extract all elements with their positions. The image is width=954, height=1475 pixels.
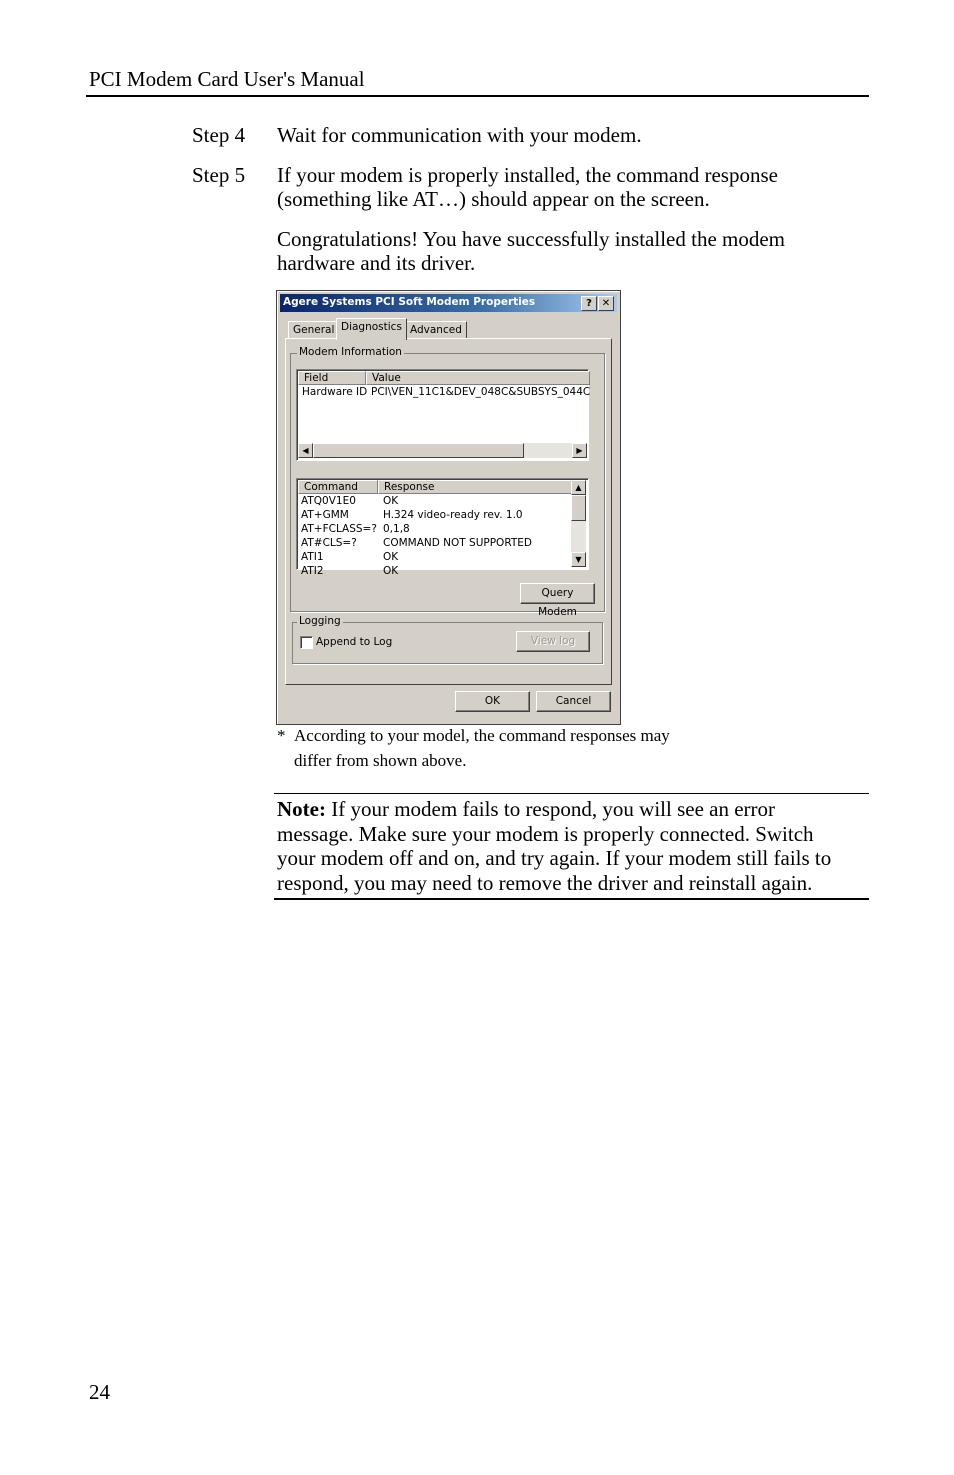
step-5-line: (something like AT…) should appear on the screen. [277, 187, 710, 211]
page-number: 24 [89, 1380, 110, 1404]
query-modem-button[interactable]: Query Modem [520, 583, 595, 604]
note-line: respond, you may need to remove the driver and reinstall again. [277, 870, 813, 895]
modem-information-group [290, 346, 605, 618]
step-5-line: If your modem is properly installed, the command response [277, 163, 778, 187]
modem-info-list[interactable] [296, 369, 589, 461]
note-top-rule [274, 793, 869, 794]
scroll-left-icon[interactable]: ◀ [298, 443, 313, 458]
logging-label: Logging [299, 615, 341, 627]
value-column-header[interactable]: Value [366, 371, 590, 385]
hardware-id-field: Hardware ID [302, 386, 368, 398]
append-to-log-checkbox[interactable] [300, 636, 313, 649]
response-cell: OK [383, 495, 399, 507]
step-4-text: Wait for communication with your modem. [277, 123, 642, 147]
command-cell: ATI1 [301, 551, 324, 563]
response-cell: COMMAND NOT SUPPORTED [383, 537, 532, 549]
command-cell: AT+FCLASS=? [301, 523, 377, 535]
diagnostics-panel [285, 338, 612, 685]
scroll-down-icon[interactable]: ▼ [571, 552, 586, 567]
view-log-button[interactable]: View log [516, 631, 590, 652]
dialog-titlebar [280, 294, 617, 312]
hardware-id-value: PCI\VEN_11C1&DEV_048C&SUBSYS_044C [371, 386, 591, 398]
tab-advanced[interactable]: Advanced [405, 321, 467, 339]
close-icon[interactable]: ✕ [598, 296, 614, 311]
congratulations-line: hardware and its driver. [277, 251, 476, 275]
vertical-scrollbar[interactable] [571, 480, 586, 567]
step-5-label: Step 5 [192, 163, 246, 187]
note-bottom-rule [274, 898, 869, 900]
horizontal-scrollbar[interactable] [298, 443, 587, 458]
footnote-line: differ from shown above. [294, 751, 467, 770]
note-line: your modem off and on, and try again. If your modem still fails to [277, 846, 832, 870]
footnote-marker: * [277, 726, 286, 745]
step-4-label: Step 4 [192, 123, 246, 147]
note-line: If your modem fails to respond, you will see an error [325, 797, 776, 821]
command-cell: ATI2 [301, 565, 324, 577]
response-cell: OK [383, 565, 399, 577]
congratulations-text [277, 227, 837, 275]
help-button[interactable]: ? [581, 296, 597, 311]
response-cell: H.324 video-ready rev. 1.0 [383, 509, 523, 521]
cancel-button[interactable]: Cancel [536, 691, 611, 712]
congratulations-line: Congratulations! You have successfully installed the modem [277, 227, 786, 251]
scroll-right-icon[interactable]: ▶ [572, 443, 587, 458]
tab-diagnostics[interactable]: Diagnostics [336, 318, 407, 340]
response-cell: 0,1,8 [383, 523, 410, 535]
command-cell: ATQ0V1E0 [301, 495, 356, 507]
running-header: PCI Modem Card User's Manual [89, 67, 365, 91]
command-cell: AT#CLS=? [301, 537, 357, 549]
command-response-list[interactable] [296, 478, 589, 577]
footnote-line: According to your model, the command responses may [294, 726, 670, 745]
command-column-header[interactable]: Command [298, 480, 378, 494]
command-cell: AT+GMM [301, 509, 349, 521]
logging-group [292, 615, 603, 664]
modem-properties-dialog [276, 290, 621, 725]
horizontal-scroll-thumb[interactable] [313, 443, 524, 458]
note-line: message. Make sure your modem is properly connected. Switch [277, 821, 814, 846]
tab-general[interactable]: General [288, 321, 339, 339]
scroll-up-icon[interactable]: ▲ [571, 480, 586, 495]
response-column-header[interactable]: Response [378, 480, 573, 494]
response-cell: OK [383, 551, 399, 563]
note-block [277, 797, 867, 895]
vertical-scroll-thumb[interactable] [571, 495, 586, 521]
modem-information-label: Modem Information [299, 346, 402, 358]
ok-button[interactable]: OK [455, 691, 530, 712]
footnote-text [294, 723, 754, 773]
field-column-header[interactable]: Field [298, 371, 366, 385]
append-to-log-label[interactable]: Append to Log [316, 636, 393, 648]
header-rule [86, 95, 869, 97]
note-label: Note: [277, 797, 326, 821]
dialog-title: Agere Systems PCI Soft Modem Properties [283, 296, 536, 308]
step-5-text [277, 163, 837, 211]
